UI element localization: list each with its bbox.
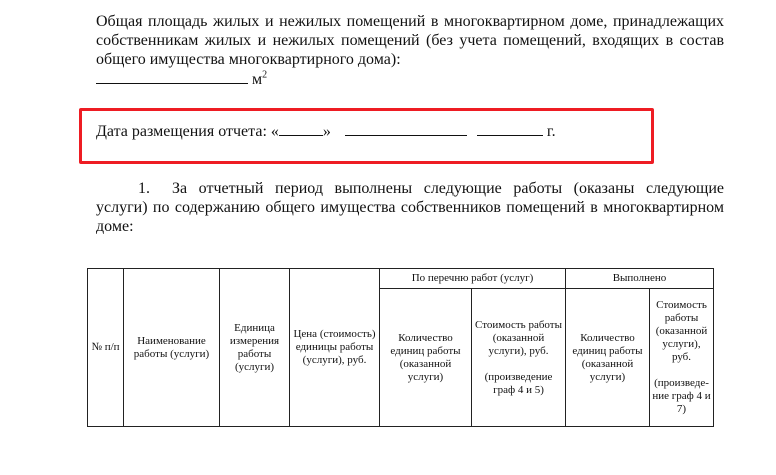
report-date-year-suffix: г. <box>546 123 556 140</box>
date-year-blank <box>477 121 543 136</box>
area-unit-power: 2 <box>262 69 268 81</box>
list-cost-note: (произведение граф 4 и 5) <box>484 370 553 396</box>
done-cost-header <box>650 289 714 427</box>
col-name-header: Наименование работы (услуги) <box>124 269 220 427</box>
works-paragraph-number: 1. <box>138 180 150 197</box>
list-qty-header: Количество единиц работы (оказанной услуги) <box>380 289 472 427</box>
col-unit-header: Единица измерения работы (услуги) <box>220 269 290 427</box>
works-table <box>87 268 714 427</box>
done-cost-note: (произведе-ние граф 4 и 7) <box>652 377 711 415</box>
area-paragraph-text: Общая площадь жилых и нежилых помещений в многоквартирном доме, принадлежащих собственникам жилых и нежилых помещений (без учета помещений, входящих в состав общего имущества многоквартирного дома): <box>96 13 724 68</box>
date-day-blank <box>279 121 323 136</box>
area-paragraph <box>96 12 724 89</box>
area-value-blank <box>96 69 248 84</box>
report-date-label: Дата размещения отчета: « <box>96 123 279 140</box>
group-done-header: Выполнено <box>566 269 714 289</box>
col-price-header: Цена (стоимость) единицы работы (услуги), руб. <box>290 269 380 427</box>
works-paragraph-text: За отчетный период выполнены следующие работы (оказаны следующие услуги) по содержанию общего имущества собственников помещений в многоквартирном доме: <box>96 180 724 235</box>
done-cost-text: Стоимость работы (оказанной услуги), руб. <box>655 299 708 363</box>
report-date-line <box>96 121 556 141</box>
done-qty-header: Количество единиц работы (оказанной услуги) <box>566 289 650 427</box>
group-list-header: По перечню работ (услуг) <box>380 269 566 289</box>
list-cost-header <box>472 289 566 427</box>
col-number-header: № п/п <box>88 269 124 427</box>
date-month-blank <box>345 121 467 136</box>
list-cost-text: Стоимость работы (оказанной услуги), руб. <box>475 318 562 357</box>
works-paragraph <box>96 179 724 236</box>
report-date-quote-close: » <box>322 123 331 140</box>
area-unit: м <box>252 71 263 88</box>
